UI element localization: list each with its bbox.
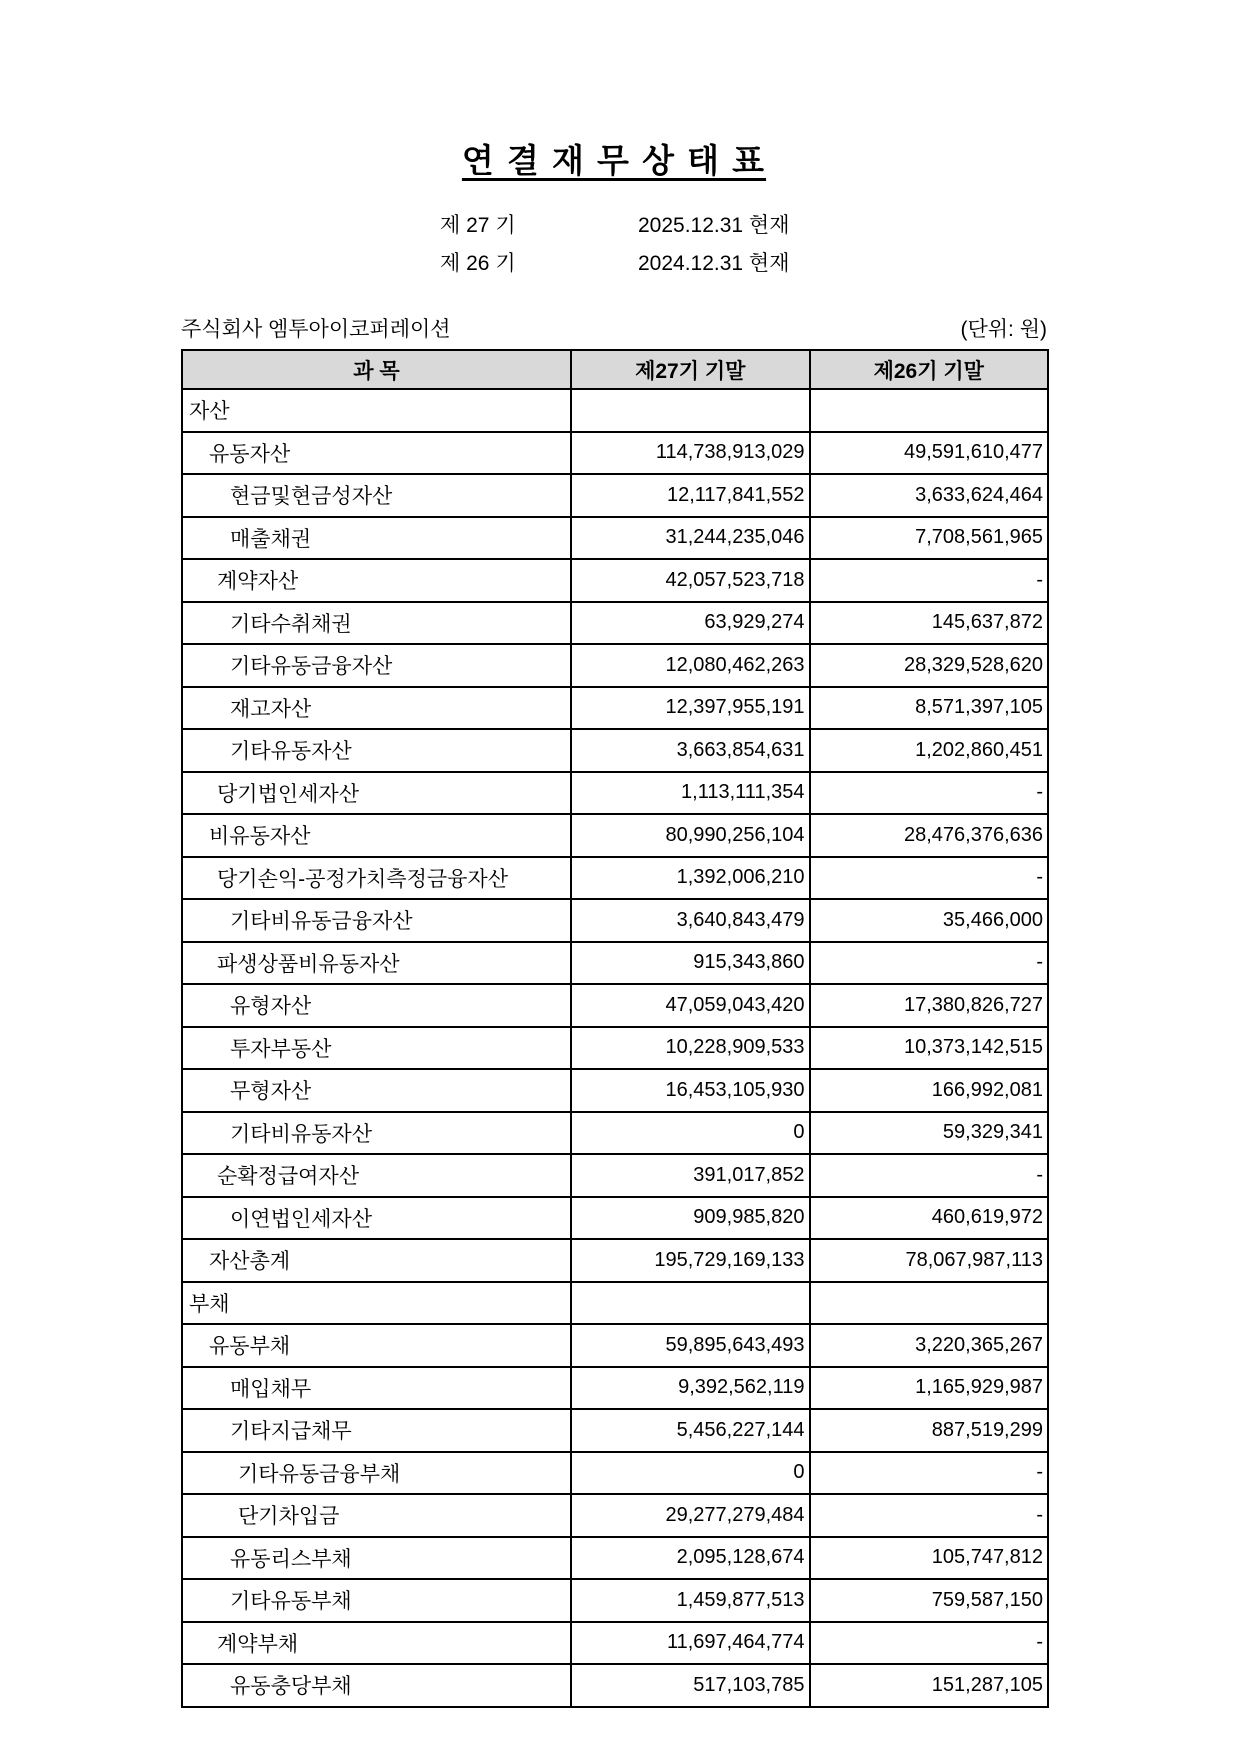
account-cell: 당기법인세자산: [182, 772, 571, 815]
value-cell-period-27: 29,277,279,484: [571, 1494, 810, 1537]
value-cell-period-26: 17,380,826,727: [810, 984, 1049, 1027]
table-row: [182, 1622, 1048, 1665]
table-row: [182, 772, 1048, 815]
table-row: [182, 559, 1048, 602]
value-cell-period-26: -: [810, 1154, 1049, 1197]
account-cell: 자산총계: [182, 1239, 571, 1282]
account-cell: 계약자산: [182, 559, 571, 602]
unit-note: (단위: 원): [960, 318, 1047, 341]
table-row: [182, 814, 1048, 857]
value-cell-period-27: 0: [571, 1452, 810, 1495]
account-cell: 매입채무: [182, 1367, 571, 1410]
value-cell-period-26: -: [810, 559, 1049, 602]
value-cell-period-27: 0: [571, 1112, 810, 1155]
value-cell-period-26: 151,287,105: [810, 1664, 1049, 1707]
value-cell-period-26: 35,466,000: [810, 899, 1049, 942]
account-cell: 유동부채: [182, 1324, 571, 1367]
value-cell-period-26: 460,619,972: [810, 1197, 1049, 1240]
value-cell-period-27: 391,017,852: [571, 1154, 810, 1197]
table-row: [182, 1579, 1048, 1622]
account-cell: 당기손익-공정가치측정금융자산: [182, 857, 571, 900]
table-row: [182, 1452, 1048, 1495]
period-row-27: [181, 214, 1047, 238]
value-cell-period-26: 8,571,397,105: [810, 687, 1049, 730]
period-label: 제 26 기: [440, 252, 516, 275]
account-cell: 파생상품비유동자산: [182, 942, 571, 985]
table-row: [182, 1537, 1048, 1580]
account-cell: 유동자산: [182, 432, 571, 475]
account-cell: 무형자산: [182, 1069, 571, 1112]
table-row: [182, 432, 1048, 475]
company-row: [181, 318, 1047, 342]
table-row: [182, 857, 1048, 900]
account-cell: 기타유동부채: [182, 1579, 571, 1622]
table-row: [182, 1197, 1048, 1240]
value-cell-period-27: 2,095,128,674: [571, 1537, 810, 1580]
table-row: [182, 1664, 1048, 1707]
account-cell: 현금및현금성자산: [182, 474, 571, 517]
period-date: 2025.12.31 현재: [638, 214, 790, 237]
value-cell-period-27: 909,985,820: [571, 1197, 810, 1240]
value-cell-period-26: [810, 1282, 1049, 1325]
value-cell-period-26: 3,220,365,267: [810, 1324, 1049, 1367]
table-row: [182, 602, 1048, 645]
account-cell: 재고자산: [182, 687, 571, 730]
value-cell-period-26: 59,329,341: [810, 1112, 1049, 1155]
account-cell: 유동충당부채: [182, 1664, 571, 1707]
value-cell-period-27: 1,392,006,210: [571, 857, 810, 900]
value-cell-period-27: 12,397,955,191: [571, 687, 810, 730]
header-account: 과 목: [182, 350, 571, 389]
value-cell-period-26: 49,591,610,477: [810, 432, 1049, 475]
value-cell-period-27: 42,057,523,718: [571, 559, 810, 602]
table-row: [182, 1367, 1048, 1410]
header-period-27: 제27기 기말: [571, 350, 810, 389]
document-body: [181, 0, 1047, 1708]
value-cell-period-26: -: [810, 857, 1049, 900]
table-row: [182, 942, 1048, 985]
table-row: [182, 899, 1048, 942]
value-cell-period-27: 3,663,854,631: [571, 729, 810, 772]
period-block: [181, 214, 1047, 276]
value-cell-period-26: 759,587,150: [810, 1579, 1049, 1622]
value-cell-period-26: 10,373,142,515: [810, 1027, 1049, 1070]
table-row: [182, 984, 1048, 1027]
account-cell: 순확정급여자산: [182, 1154, 571, 1197]
period-row-26: [181, 252, 1047, 276]
value-cell-period-26: -: [810, 772, 1049, 815]
account-cell: 유형자산: [182, 984, 571, 1027]
value-cell-period-27: 47,059,043,420: [571, 984, 810, 1027]
value-cell-period-27: 1,113,111,354: [571, 772, 810, 815]
account-cell: 투자부동산: [182, 1027, 571, 1070]
value-cell-period-27: 195,729,169,133: [571, 1239, 810, 1282]
value-cell-period-27: 63,929,274: [571, 602, 810, 645]
period-date: 2024.12.31 현재: [638, 252, 790, 275]
value-cell-period-26: 28,476,376,636: [810, 814, 1049, 857]
value-cell-period-26: -: [810, 1494, 1049, 1537]
account-cell: 기타유동금융부채: [182, 1452, 571, 1495]
value-cell-period-26: 145,637,872: [810, 602, 1049, 645]
value-cell-period-26: 3,633,624,464: [810, 474, 1049, 517]
statement-title: 연 결 재 무 상 태 표: [461, 142, 767, 179]
account-cell: 기타유동자산: [182, 729, 571, 772]
table-row: [182, 687, 1048, 730]
value-cell-period-27: [571, 389, 810, 432]
account-cell: 이연법인세자산: [182, 1197, 571, 1240]
balance-sheet-table: [181, 349, 1049, 1708]
value-cell-period-26: 105,747,812: [810, 1537, 1049, 1580]
value-cell-period-27: 5,456,227,144: [571, 1409, 810, 1452]
table-row: [182, 389, 1048, 432]
account-cell: 계약부채: [182, 1622, 571, 1665]
account-cell: 기타지급채무: [182, 1409, 571, 1452]
header-period-26: 제26기 기말: [810, 350, 1049, 389]
account-cell: 기타유동금융자산: [182, 644, 571, 687]
account-cell: 유동리스부채: [182, 1537, 571, 1580]
value-cell-period-27: 3,640,843,479: [571, 899, 810, 942]
value-cell-period-26: 28,329,528,620: [810, 644, 1049, 687]
table-row: [182, 1069, 1048, 1112]
value-cell-period-27: 12,117,841,552: [571, 474, 810, 517]
account-cell: 자산: [182, 389, 571, 432]
value-cell-period-26: 887,519,299: [810, 1409, 1049, 1452]
table-row: [182, 1282, 1048, 1325]
account-cell: 기타수취채권: [182, 602, 571, 645]
value-cell-period-27: 114,738,913,029: [571, 432, 810, 475]
account-cell: 기타비유동자산: [182, 1112, 571, 1155]
value-cell-period-27: 80,990,256,104: [571, 814, 810, 857]
value-cell-period-26: 1,165,929,987: [810, 1367, 1049, 1410]
value-cell-period-26: 7,708,561,965: [810, 517, 1049, 560]
value-cell-period-27: 59,895,643,493: [571, 1324, 810, 1367]
value-cell-period-26: [810, 389, 1049, 432]
table-header-row: [182, 350, 1048, 389]
value-cell-period-27: 11,697,464,774: [571, 1622, 810, 1665]
value-cell-period-27: 9,392,562,119: [571, 1367, 810, 1410]
company-name: 주식회사 엠투아이코퍼레이션: [181, 318, 451, 341]
account-cell: 매출채권: [182, 517, 571, 560]
value-cell-period-26: -: [810, 942, 1049, 985]
table-row: [182, 1112, 1048, 1155]
value-cell-period-27: 517,103,785: [571, 1664, 810, 1707]
account-cell: 기타비유동금융자산: [182, 899, 571, 942]
table-row: [182, 729, 1048, 772]
table-row: [182, 474, 1048, 517]
value-cell-period-27: 915,343,860: [571, 942, 810, 985]
table-row: [182, 1027, 1048, 1070]
value-cell-period-27: 10,228,909,533: [571, 1027, 810, 1070]
table-row: [182, 644, 1048, 687]
value-cell-period-27: 1,459,877,513: [571, 1579, 810, 1622]
table-row: [182, 1324, 1048, 1367]
value-cell-period-27: 16,453,105,930: [571, 1069, 810, 1112]
account-cell: 부채: [182, 1282, 571, 1325]
value-cell-period-26: 1,202,860,451: [810, 729, 1049, 772]
table-row: [182, 1409, 1048, 1452]
value-cell-period-27: [571, 1282, 810, 1325]
period-label: 제 27 기: [440, 214, 516, 237]
table-row: [182, 1154, 1048, 1197]
table-row: [182, 1239, 1048, 1282]
table-body: [182, 389, 1048, 1707]
value-cell-period-26: 78,067,987,113: [810, 1239, 1049, 1282]
table-row: [182, 1494, 1048, 1537]
account-cell: 비유동자산: [182, 814, 571, 857]
table-row: [182, 517, 1048, 560]
value-cell-period-26: -: [810, 1622, 1049, 1665]
value-cell-period-26: -: [810, 1452, 1049, 1495]
value-cell-period-27: 12,080,462,263: [571, 644, 810, 687]
value-cell-period-26: 166,992,081: [810, 1069, 1049, 1112]
value-cell-period-27: 31,244,235,046: [571, 517, 810, 560]
account-cell: 단기차입금: [182, 1494, 571, 1537]
